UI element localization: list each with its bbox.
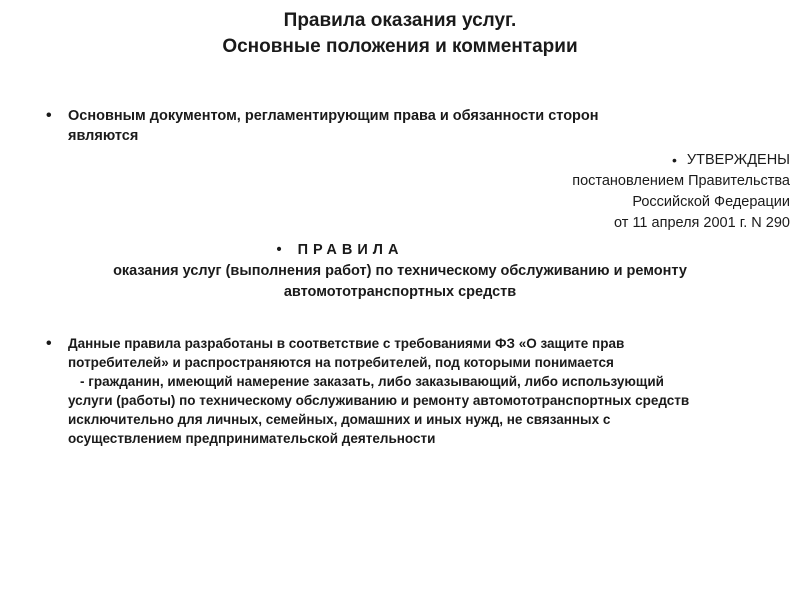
bullet-documents-line-1: Основным документом, регламентирующим права и обязанности сторон (68, 108, 599, 124)
description-line-1: Данные правила разработаны в соответствие с требованиями ФЗ «О защите прав (68, 336, 625, 351)
rules-line-1: оказания услуг (выполнения работ) по техническому обслуживанию и ремонту (113, 263, 687, 279)
bullet-dot: • (46, 335, 52, 352)
bullet-documents-text (68, 106, 758, 146)
description-line-5: исключительно для личных, семейных, домашних и иных нужд, не связанных с (68, 412, 611, 427)
bullet-dot: • (671, 152, 677, 168)
rules-line-2: автомототранспортных средств (283, 284, 517, 300)
approval-heading (572, 150, 790, 171)
bullet-dot: • (46, 107, 52, 124)
description-line-6: осуществлением предпринимательской деятельности (68, 431, 436, 446)
bullet-dot: • (276, 242, 282, 258)
approval-line-2: Российской Федерации (632, 194, 790, 210)
bullet-rules-description (46, 334, 766, 448)
description-line-2: потребителей» и распространяются на потребителей, под которыми понимается (68, 355, 614, 370)
approval-block (572, 150, 790, 234)
bullet-documents-line-2: являются (68, 128, 139, 144)
description-line-4: услуги (работы) по техническому обслуживанию и ремонту автомототранспортных средств (68, 393, 690, 408)
rules-heading-text: ПРАВИЛА (297, 242, 404, 258)
approval-heading-text: УТВЕРЖДЕНЫ (686, 152, 790, 168)
page-title (0, 8, 800, 60)
rules-heading (0, 240, 800, 261)
title-line-2: Основные положения и комментарии (222, 36, 578, 57)
title-line-1: Правила оказания услуг. (283, 10, 517, 31)
bullet-documents (46, 106, 766, 146)
approval-line-1: постановлением Правительства (572, 173, 790, 189)
rules-heading-block (0, 240, 800, 303)
approval-line-3: от 11 апреля 2001 г. N 290 (614, 215, 790, 231)
bullet-rules-description-text (68, 334, 766, 448)
description-line-3: - гражданин, имеющий намерение заказать, либо заказывающий, либо использующий (80, 374, 664, 389)
